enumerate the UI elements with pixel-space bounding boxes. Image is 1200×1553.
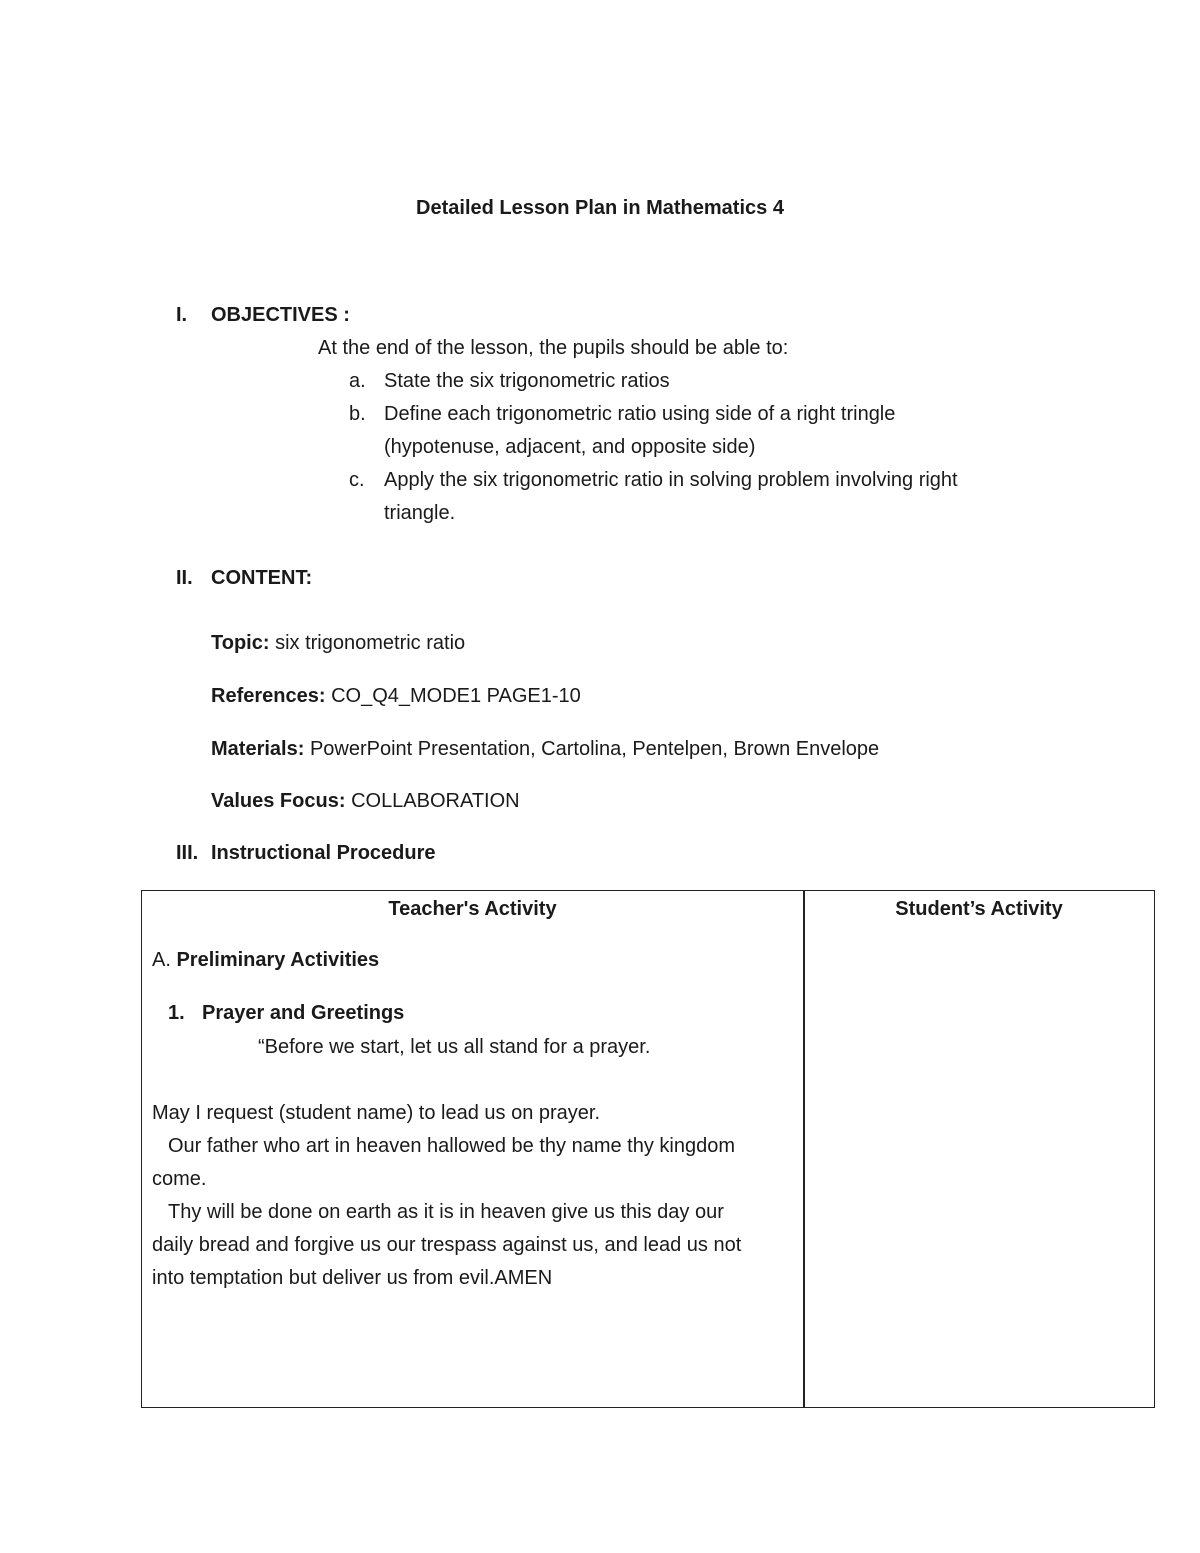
item-1-label: Prayer and Greetings	[202, 1002, 405, 1024]
topic-row	[211, 633, 465, 653]
content-numeral: II.	[176, 567, 193, 589]
procedure-heading: Instructional Procedure	[211, 842, 436, 864]
teacher-activity-header: Teacher's Activity	[388, 898, 557, 920]
objective-c-marker: c.	[349, 469, 365, 491]
procedure-table	[141, 890, 1155, 1408]
values-focus-value: COLLABORATION	[351, 790, 520, 812]
prayer-line: into temptation but deliver us from evil.AMEN	[152, 1267, 553, 1289]
prayer-line: Thy will be done on earth as it is in heaven give us this day our	[168, 1201, 724, 1223]
objective-b-marker: b.	[349, 403, 366, 425]
objective-c-text-cont: triangle.	[384, 502, 456, 524]
objectives-intro: At the end of the lesson, the pupils should be able to:	[318, 337, 789, 359]
objective-a-marker: a.	[349, 370, 366, 392]
section-a-label: Preliminary Activities	[176, 949, 380, 971]
objective-b-text: Define each trigonometric ratio using side of a right tringle	[384, 403, 896, 425]
references-label: References:	[211, 685, 326, 707]
references-row	[211, 686, 581, 706]
table-column-divider	[803, 891, 805, 1407]
values-focus-label: Values Focus:	[211, 790, 346, 812]
prayer-line: daily bread and forgive us our trespass against us, and lead us not	[152, 1234, 742, 1256]
page-title: Detailed Lesson Plan in Mathematics 4	[416, 197, 784, 219]
prayer-line: come.	[152, 1168, 207, 1190]
prayer-request: May I request (student name) to lead us on prayer.	[152, 1102, 601, 1124]
objective-a-text: State the six trigonometric ratios	[384, 370, 670, 392]
section-a-heading	[152, 950, 379, 970]
student-activity-header: Student’s Activity	[895, 898, 1063, 920]
objective-c-text: Apply the six trigonometric ratio in solving problem involving right	[384, 469, 958, 491]
content-heading: CONTENT:	[211, 567, 313, 589]
materials-row	[211, 739, 879, 759]
topic-label: Topic:	[211, 632, 270, 654]
procedure-numeral: III.	[176, 842, 199, 864]
materials-value: PowerPoint Presentation, Cartolina, Pentelpen, Brown Envelope	[309, 738, 880, 760]
item-1-number: 1.	[168, 1002, 185, 1024]
objectives-numeral: I.	[176, 304, 188, 326]
objectives-heading: OBJECTIVES :	[211, 304, 350, 326]
section-a-letter: A.	[152, 949, 171, 971]
materials-label: Materials:	[211, 738, 305, 760]
prayer-intro-quote: “Before we start, let us all stand for a prayer.	[258, 1036, 651, 1058]
references-value: CO_Q4_MODE1 PAGE1-10	[331, 685, 581, 707]
prayer-line: Our father who art in heaven hallowed be thy name thy kingdom	[168, 1135, 735, 1157]
objective-b-text-cont: (hypotenuse, adjacent, and opposite side)	[384, 436, 756, 458]
values-focus-row	[211, 791, 520, 811]
topic-value: six trigonometric ratio	[275, 632, 466, 654]
